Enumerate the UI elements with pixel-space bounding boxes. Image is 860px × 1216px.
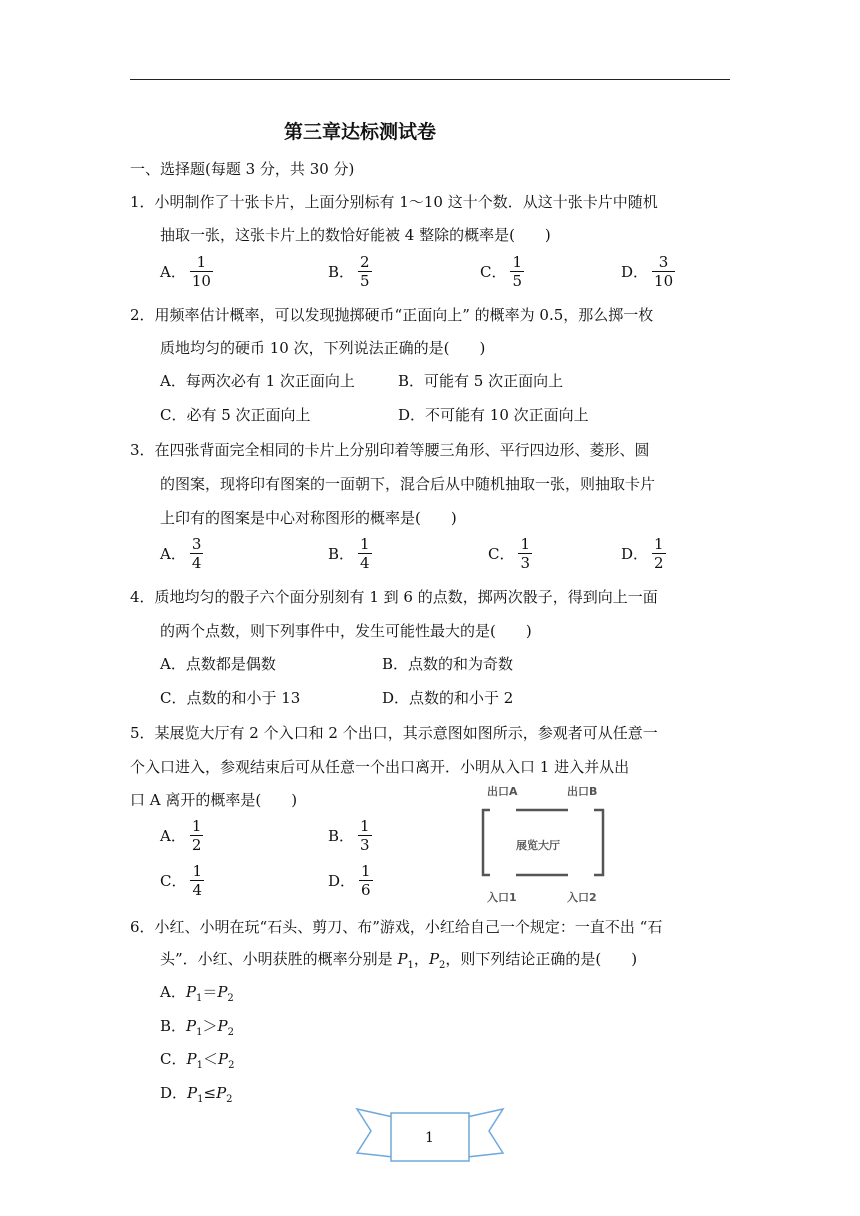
q4-option-b: B．点数的和为奇数 bbox=[382, 655, 514, 673]
q6-option-a: A．$P_1=P_2$ bbox=[160, 983, 234, 1004]
q2-option-d: D．不可能有 10 次正面向上 bbox=[398, 406, 589, 424]
q3-line2: 的图案，现将印有图案的一面朝下，混合后从中随机抽取一张，则抽取卡片 bbox=[160, 475, 656, 493]
q5-option-b: B． $\frac{1}{3}$ bbox=[328, 817, 370, 854]
q2-option-a: A．每两次必有 1 次正面向上 bbox=[160, 372, 355, 390]
q1-option-b: B． $\frac{2}{5}$ bbox=[328, 253, 370, 290]
q3-option-c: C． $\frac{1}{3}$ bbox=[488, 535, 531, 572]
q2-line1: 2．用频率估计概率，可以发现抛掷硬币“正面向上” 的概率为 0.5，那么掷一枚 bbox=[130, 306, 654, 324]
q6-option-d: D．$P_1\le P_2$ bbox=[160, 1084, 233, 1105]
header-rule bbox=[130, 79, 730, 80]
q2-line2: 质地均匀的硬币 10 次，下列说法正确的是( ) bbox=[160, 339, 486, 357]
exit-b-label: 出口B bbox=[567, 785, 598, 798]
q5-option-c: C． $\frac{1}{4}$ bbox=[160, 862, 203, 899]
q1-option-c: C． $\frac{1}{5}$ bbox=[480, 253, 523, 290]
q5-option-d: D． $\frac{1}{6}$ bbox=[328, 862, 371, 899]
q6-option-c: C．$P_1<P_2$ bbox=[160, 1050, 235, 1071]
q3-line3: 上印有的图案是中心对称图形的概率是( ) bbox=[160, 509, 457, 527]
q3-option-b: B． $\frac{1}{4}$ bbox=[328, 535, 370, 572]
q4-line1: 4．质地均匀的骰子六个面分别刻有 1 到 6 的点数，掷两次骰子，得到向上一面 bbox=[130, 588, 658, 606]
q4-option-d: D．点数的和小于 2 bbox=[382, 689, 514, 707]
section-heading: 一、选择题(每题 3 分，共 30 分) bbox=[130, 160, 355, 178]
q1-option-a: A． $\frac{1}{10}$ bbox=[160, 253, 211, 290]
q5-line2: 个入口进入，参观结束后可从任意一个出口离开．小明从入口 1 进入并从出 bbox=[130, 758, 630, 776]
q5-line1: 5．某展览大厅有 2 个入口和 2 个出口，其示意图如图所示，参观者可从任意一 bbox=[130, 724, 658, 742]
q2-option-b: B．可能有 5 次正面向上 bbox=[398, 372, 564, 390]
entrance-1-label: 入口1 bbox=[487, 891, 517, 904]
q4-option-a: A．点数都是偶数 bbox=[160, 655, 276, 673]
q3-line1: 3．在四张背面完全相同的卡片上分别印着等腰三角形、平行四边形、菱形、圆 bbox=[130, 441, 650, 459]
entrance-2-label: 入口2 bbox=[567, 891, 597, 904]
q1-option-d: D． $\frac{3}{10}$ bbox=[621, 253, 674, 290]
q6-option-b: B．$P_1>P_2$ bbox=[160, 1017, 234, 1038]
page-number: 1 bbox=[425, 1130, 434, 1146]
q4-option-c: C．点数的和小于 13 bbox=[160, 689, 301, 707]
page-title: 第三章达标测试卷 bbox=[284, 121, 437, 143]
q5-line3: 口 A 离开的概率是( ) bbox=[130, 791, 298, 809]
q1-line1: 1．小明制作了十张卡片，上面分别标有 1～10 这十个数．从这十张卡片中随机 bbox=[130, 193, 658, 211]
q1-line2: 抽取一张，这张卡片上的数恰好能被 4 整除的概率是( ) bbox=[160, 226, 551, 244]
q6-line2: 头”．小红、小明获胜的概率分别是 $P_1$，$P_2$，则下列结论正确的是( ) bbox=[160, 950, 638, 971]
exit-a-label: 出口A bbox=[487, 785, 518, 798]
q6-line1: 6．小红、小明在玩“石头、剪刀、布”游戏，小红给自己一个规定：一直不出 “石 bbox=[130, 918, 663, 936]
q2-option-c: C．必有 5 次正面向上 bbox=[160, 406, 311, 424]
hall-label: 展览大厅 bbox=[516, 839, 560, 852]
q3-option-a: A． $\frac{3}{4}$ bbox=[160, 535, 202, 572]
q5-option-a: A． $\frac{1}{2}$ bbox=[160, 817, 202, 854]
q3-option-d: D． $\frac{1}{2}$ bbox=[621, 535, 664, 572]
q4-line2: 的两个点数，则下列事件中，发生可能性最大的是( ) bbox=[160, 622, 532, 640]
